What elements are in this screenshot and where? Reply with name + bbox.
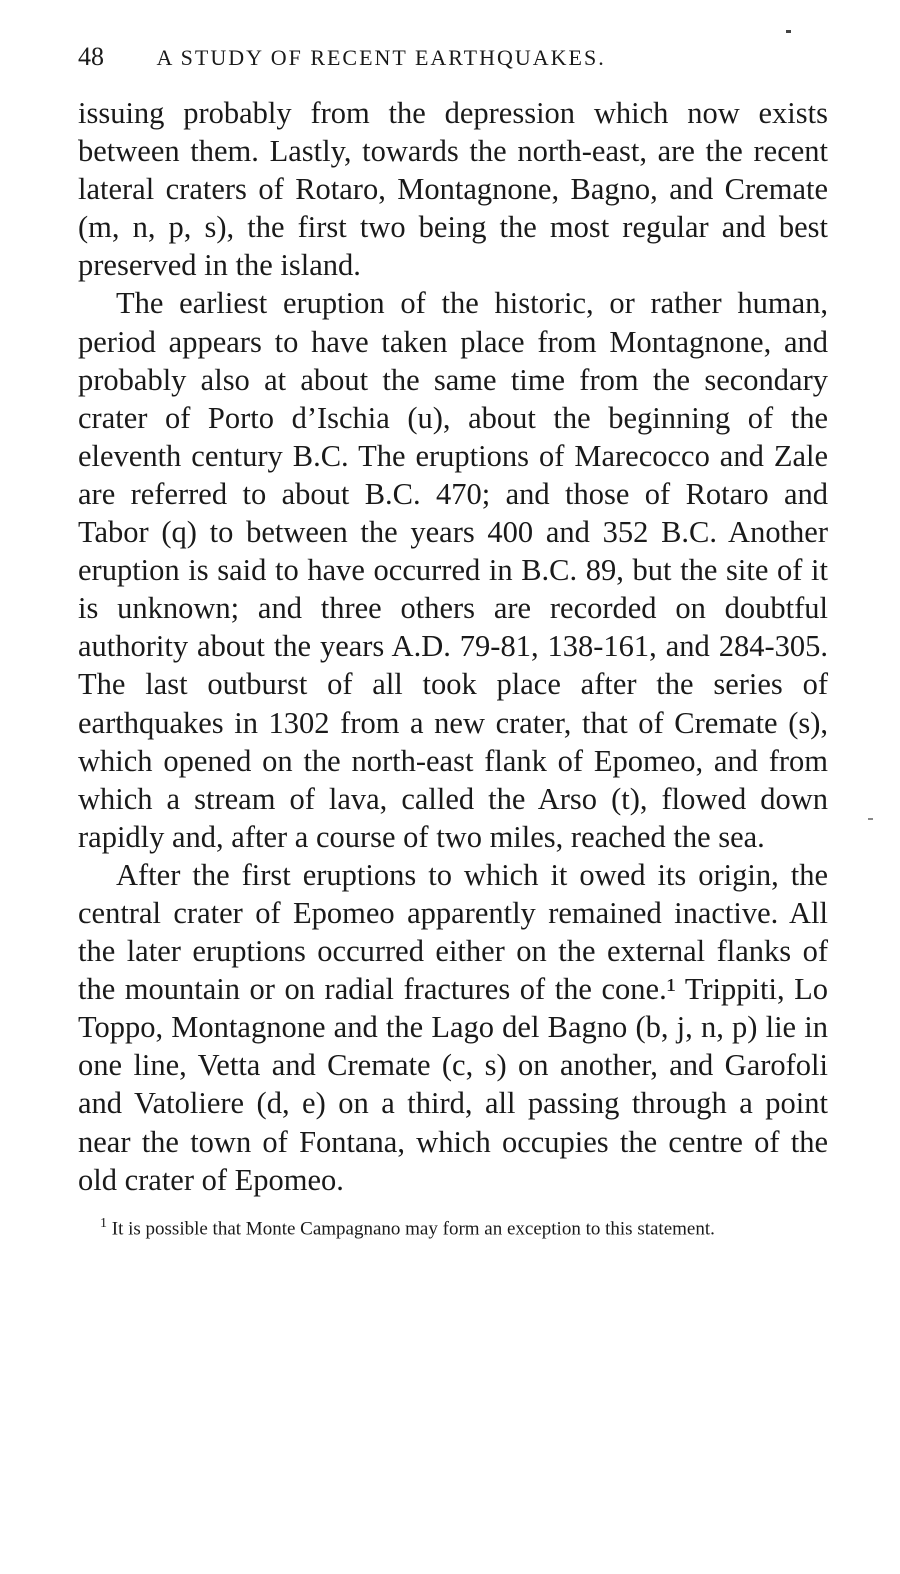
page-number: 48 <box>78 42 104 71</box>
footnote-text: It is possible that Monte Campagnano may form an exception to this statement. <box>111 1218 715 1240</box>
scan-mark <box>786 30 791 33</box>
running-title: A STUDY OF RECENT EARTHQUAKES. <box>156 45 606 70</box>
footnote <box>78 1211 828 1241</box>
paragraph-1: issuing probably from the depression which now exists between them. Lastly, towards the north-east, are the recent lateral craters of Rotaro, Montagnone, Bagno, and Cremate (m, n, p, s), the first two being the most regular and best preserved in the island. <box>78 96 828 283</box>
scan-mark <box>868 818 873 820</box>
page <box>78 40 828 1241</box>
paragraph-2: The earliest eruption of the historic, or rather human, period appears to have taken place from Montagnone, and probably also at about the same time from the secondary crater of Porto d’Ischia (u), about the beginning of the eleventh century B.C. The eruptions of Marecocco and Zale are referred to about B.C. 470; and those of Rotaro and Tabor (q) to between the years 400 and 352 B.C. Another eruption is said to have occurred in B.C. 89, but the site of it is unknown; and three others are recorded on doubtful authority about the years A.D. 79-81, 138-161, and 284-305. The last outburst of all took place after the series of earthquakes in 1302 from a new crater, that of Cremate (s), which opened on the north-east flank of Epomeo, and from which a stream of lava, called the Arso (t), flowed down rapidly and, after a course of two miles, reached the sea. <box>78 286 828 854</box>
paragraph-3: After the first eruptions to which it owed its origin, the central crater of Epomeo apparently remained inactive. All the later eruptions occurred either on the external flanks of the mountain or on radial fractures of the cone.¹ Trippiti, Lo Toppo, Montagnone and the Lago del Bagno (b, j, n, p) lie in one line, Vetta and Cremate (c, s) on another, and Garofoli and Vatoliere (d, e) on a third, all passing through a point near the town of Fontana, which occupies the centre of the old crater of Epomeo. <box>78 857 828 1197</box>
running-head <box>78 40 828 74</box>
footnote-marker: 1 <box>100 1215 107 1231</box>
